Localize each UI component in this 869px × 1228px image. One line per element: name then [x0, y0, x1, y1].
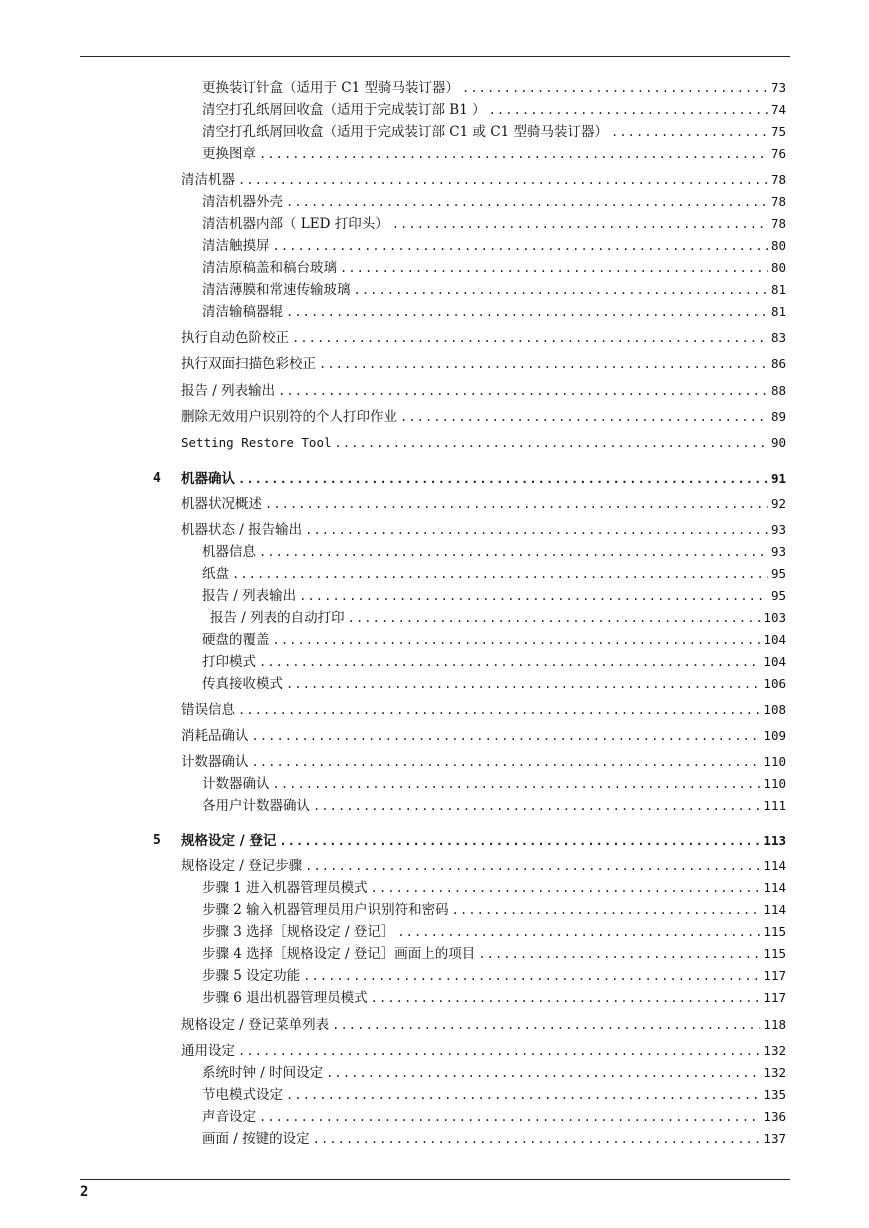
toc-entry-title: 清空打孔纸屑回收盒（适用于完成装订部 B1 ）	[202, 102, 486, 118]
toc-entry-page: 95	[770, 566, 786, 581]
toc-entry-page: 80	[770, 238, 786, 253]
toc-entry-page: 114	[763, 902, 786, 917]
toc-entry-page: 73	[770, 80, 786, 95]
dot-leader	[279, 831, 760, 851]
toc-entry-title: 清洁机器外壳	[202, 194, 283, 210]
toc-entry[interactable]	[181, 752, 786, 772]
toc-entry-page: 117	[763, 968, 786, 983]
dot-leader	[238, 700, 760, 720]
toc-entry-page: 114	[763, 858, 786, 873]
dot-leader	[265, 494, 768, 514]
toc-entry-title: 清空打孔纸屑回收盒（适用于完成装订部 C1 或 C1 型骑马装订器）	[202, 124, 609, 140]
toc-entry-page: 132	[763, 1043, 786, 1058]
toc-entry-title: 清洁薄膜和常速传输玻璃	[202, 282, 351, 298]
toc-entry-page: 81	[770, 304, 786, 319]
toc-entry-title: 各用户计数器确认	[202, 798, 310, 814]
toc-entry[interactable]	[202, 1107, 786, 1127]
toc-entry-title: 机器状态 / 报告输出	[181, 522, 303, 538]
dot-leader	[478, 944, 760, 964]
toc-entry[interactable]	[202, 900, 786, 920]
bottom-rule	[80, 1179, 790, 1180]
dot-leader	[286, 674, 760, 694]
toc-entry-title: 步骤 1 进入机器管理员模式	[202, 880, 368, 896]
toc-chapter-entry[interactable]	[181, 831, 786, 851]
toc-entry-title: 更换图章	[202, 146, 256, 162]
toc-entry-title: 步骤 4 选择［规格设定 / 登记］画面上的项目	[202, 946, 476, 962]
toc-entry[interactable]	[181, 328, 786, 348]
toc-entry-page: 92	[770, 496, 786, 511]
toc-entry[interactable]	[202, 542, 786, 562]
toc-entry-page: 78	[770, 216, 786, 231]
toc-entry-title: 机器信息	[202, 544, 256, 560]
dot-leader	[452, 900, 761, 920]
toc-entry-title: 计数器确认	[181, 754, 249, 770]
dot-leader	[252, 752, 761, 772]
toc-entry[interactable]	[202, 236, 786, 256]
toc-entry-title: Setting Restore Tool	[181, 435, 332, 450]
chapter-number: 4	[153, 471, 161, 486]
toc-entry-page: 110	[763, 776, 786, 791]
toc-entry[interactable]	[202, 1129, 786, 1149]
toc-entry[interactable]	[181, 726, 786, 746]
dot-leader	[286, 302, 768, 322]
toc-entry-page: 86	[770, 356, 786, 371]
toc-entry-title: 纸盘	[202, 566, 229, 582]
dot-leader	[489, 100, 768, 120]
toc-entry-page: 83	[770, 330, 786, 345]
toc-entry[interactable]	[202, 922, 786, 942]
toc-entry-page: 136	[763, 1109, 786, 1124]
toc-entry-page: 91	[770, 471, 786, 486]
toc-entry-title: 传真接收模式	[202, 676, 283, 692]
dot-leader	[286, 192, 768, 212]
toc-chapter-entry[interactable]	[181, 469, 786, 489]
toc-entry-title: 报告 / 列表的自动打印	[210, 610, 345, 626]
toc-entry-page: 137	[763, 1131, 786, 1146]
toc-entry-title: 系统时钟 / 时间设定	[202, 1065, 324, 1081]
dot-leader	[313, 1129, 761, 1149]
toc-entry-title: 更换装订针盒（适用于 C1 型骑马装订器）	[202, 80, 460, 96]
toc-entry-page: 115	[763, 924, 786, 939]
toc-entry-title: 节电模式设定	[202, 1087, 283, 1103]
toc-entry[interactable]	[202, 586, 786, 606]
toc-entry-page: 78	[770, 194, 786, 209]
toc-entry[interactable]	[202, 302, 786, 322]
toc-entry-title: 步骤 3 选择［规格设定 / 登记］	[202, 924, 395, 940]
dot-leader	[326, 1063, 760, 1083]
toc-entry-title: 机器确认	[181, 471, 235, 487]
toc-entry[interactable]	[202, 122, 786, 142]
dot-leader	[392, 214, 768, 234]
toc-entry-title: 步骤 2 输入机器管理员用户识别符和密码	[202, 902, 449, 918]
toc-entry-page: 113	[763, 833, 786, 848]
toc-entry-title: 机器状况概述	[181, 496, 262, 512]
toc-entry-page: 118	[763, 1017, 786, 1032]
toc-entry-page: 90	[770, 435, 786, 450]
toc-entry-page: 93	[770, 544, 786, 559]
dot-leader	[305, 520, 768, 540]
toc-entry-page: 106	[763, 676, 786, 691]
dot-leader	[259, 542, 768, 562]
toc-entry-page: 135	[763, 1087, 786, 1102]
dot-leader	[273, 630, 761, 650]
toc-entry[interactable]	[202, 674, 786, 694]
dot-leader	[299, 586, 768, 606]
toc-entry-title: 执行自动色阶校正	[181, 330, 289, 346]
dot-leader	[238, 170, 768, 190]
dot-leader	[273, 774, 761, 794]
toc-entry-title: 硬盘的覆盖	[202, 632, 270, 648]
toc-entry-title: 打印模式	[202, 654, 256, 670]
toc-entry-title: 通用设定	[181, 1043, 235, 1059]
toc-entry[interactable]	[181, 700, 786, 720]
dot-leader	[313, 796, 760, 816]
toc-entry-title: 错误信息	[181, 702, 235, 718]
dot-leader	[303, 966, 760, 986]
toc-entry[interactable]	[202, 564, 786, 584]
toc-entry-page: 110	[763, 754, 786, 769]
toc-entry-title: 规格设定 / 登记菜单列表	[181, 1017, 330, 1033]
toc-entry[interactable]	[181, 407, 786, 427]
dot-leader	[611, 122, 768, 142]
dot-leader	[273, 236, 768, 256]
toc-entry-title: 计数器确认	[202, 776, 270, 792]
toc-entry-page: 117	[763, 990, 786, 1005]
toc-entry-title: 消耗品确认	[181, 728, 249, 744]
dot-leader	[259, 652, 760, 672]
toc-entry[interactable]	[181, 1015, 786, 1035]
toc-entry-page: 80	[770, 260, 786, 275]
toc-entry[interactable]	[202, 652, 786, 672]
toc-entry[interactable]	[202, 944, 786, 964]
toc-entry[interactable]	[202, 1063, 786, 1083]
toc-entry[interactable]	[202, 78, 786, 98]
toc-entry[interactable]	[202, 214, 786, 234]
dot-leader	[259, 1107, 760, 1127]
toc-entry-title: 步骤 6 退出机器管理员模式	[202, 990, 368, 1006]
toc-entry-title: 规格设定 / 登记	[181, 833, 277, 849]
toc-entry[interactable]	[181, 433, 786, 453]
dot-leader	[335, 433, 768, 453]
toc-entry-page: 109	[763, 728, 786, 743]
toc-entry-title: 清洁输稿器辊	[202, 304, 283, 320]
toc-entry-page: 95	[770, 588, 786, 603]
toc-entry[interactable]	[181, 354, 786, 374]
toc-entry[interactable]	[181, 1041, 786, 1061]
toc-entry[interactable]	[202, 192, 786, 212]
toc-entry-page: 74	[770, 102, 786, 117]
toc-entry-title: 步骤 5 设定功能	[202, 968, 301, 984]
toc-entry-page: 78	[770, 172, 786, 187]
toc-entry[interactable]	[181, 520, 786, 540]
dot-leader	[238, 1041, 760, 1061]
dot-leader	[252, 726, 761, 746]
dot-leader	[305, 856, 760, 876]
dot-leader	[462, 78, 768, 98]
toc-entry[interactable]	[202, 258, 786, 278]
toc-entry[interactable]	[202, 988, 786, 1008]
dot-leader	[319, 354, 768, 374]
dot-leader	[332, 1015, 760, 1035]
chapter-number: 5	[153, 833, 161, 848]
toc-entry-page: 93	[770, 522, 786, 537]
toc-entry-page: 104	[763, 632, 786, 647]
dot-leader	[259, 144, 768, 164]
toc-entry-title: 清洁机器内部（ LED 打印头）	[202, 216, 389, 232]
toc-entry-page: 114	[763, 880, 786, 895]
dot-leader	[371, 988, 761, 1008]
toc-entry[interactable]	[202, 878, 786, 898]
toc-entry-page: 81	[770, 282, 786, 297]
toc-entry-page: 108	[763, 702, 786, 717]
toc-entry[interactable]	[181, 856, 786, 876]
dot-leader	[354, 280, 768, 300]
toc-entry[interactable]	[202, 774, 786, 794]
toc-entry-title: 规格设定 / 登记步骤	[181, 858, 303, 874]
toc-entry[interactable]	[202, 1085, 786, 1105]
toc-entry-title: 报告 / 列表输出	[181, 383, 276, 399]
toc-entry-title: 声音设定	[202, 1109, 256, 1125]
toc-entry[interactable]	[202, 796, 786, 816]
toc-entry-page: 75	[770, 124, 786, 139]
page-number: 2	[80, 1184, 89, 1200]
dot-leader	[397, 922, 760, 942]
dot-leader	[292, 328, 768, 348]
toc-entry-page: 115	[763, 946, 786, 961]
toc-entry-title: 清洁机器	[181, 172, 235, 188]
toc-entry[interactable]	[202, 280, 786, 300]
toc-entry[interactable]	[202, 966, 786, 986]
dot-leader	[238, 469, 768, 489]
toc-entry[interactable]	[202, 144, 786, 164]
dot-leader	[371, 878, 761, 898]
toc-entry-title: 清洁触摸屏	[202, 238, 270, 254]
toc-entry[interactable]	[181, 170, 786, 190]
toc-entry[interactable]	[202, 100, 786, 120]
toc-entry-page: 103	[763, 610, 786, 625]
toc-entry-page: 88	[770, 383, 786, 398]
toc-entry[interactable]	[181, 381, 786, 401]
toc-entry-page: 89	[770, 409, 786, 424]
toc-entry[interactable]	[181, 494, 786, 514]
toc-entry-title: 执行双面扫描色彩校正	[181, 356, 316, 372]
dot-leader	[232, 564, 768, 584]
toc-entry-title: 报告 / 列表输出	[202, 588, 297, 604]
toc-entry[interactable]	[202, 630, 786, 650]
toc-entry-page: 111	[763, 798, 786, 813]
toc-entry-title: 删除无效用户识别符的个人打印作业	[181, 409, 397, 425]
toc-entry-title: 清洁原稿盖和稿台玻璃	[202, 260, 337, 276]
dot-leader	[400, 407, 768, 427]
toc-entry-page: 76	[770, 146, 786, 161]
dot-leader	[286, 1085, 760, 1105]
toc-entry-page: 132	[763, 1065, 786, 1080]
toc-entry[interactable]	[210, 608, 786, 628]
dot-leader	[348, 608, 761, 628]
toc-entry-page: 104	[763, 654, 786, 669]
dot-leader	[278, 381, 768, 401]
dot-leader	[340, 258, 768, 278]
toc-entry-title: 画面 / 按键的设定	[202, 1131, 310, 1147]
